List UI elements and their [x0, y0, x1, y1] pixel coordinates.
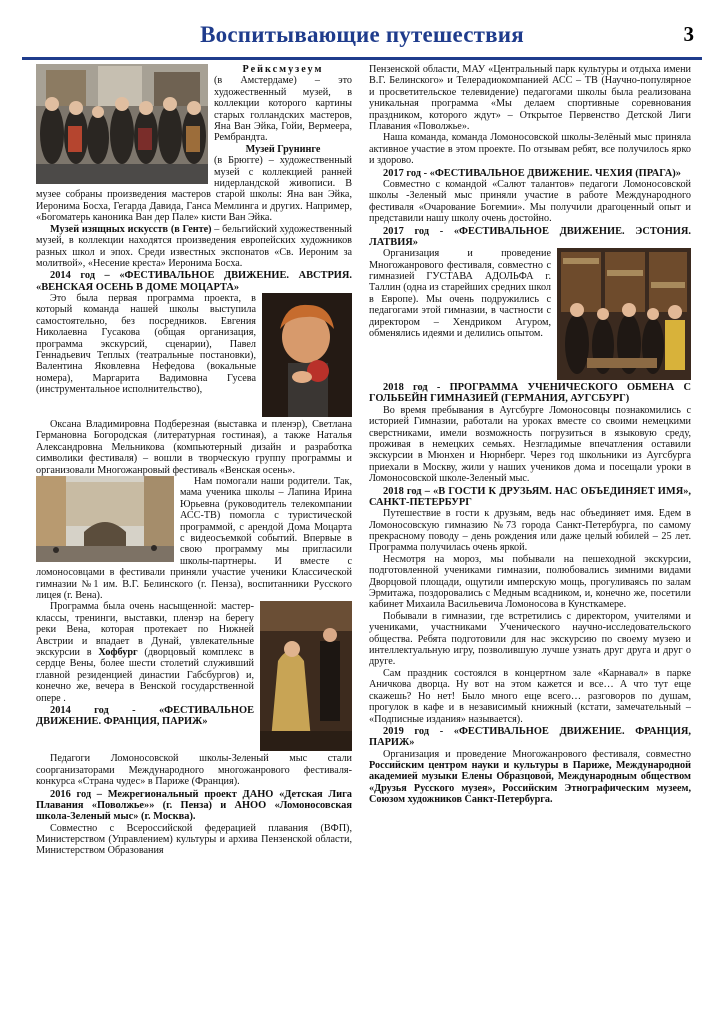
museum-rijks-text: (в Амстердаме) – это художественный музей, в коллекции которого картины старых голландских мастеров, Яна Ван Эйка, Гойи, Вермеера, Рембрандта.	[214, 75, 352, 144]
left-column	[36, 64, 352, 857]
right-column	[369, 64, 691, 806]
paris-2019-partners: Российским центром науки и культуры в Париже, Международной академией музыки Елены Образцовой, Международным обществом «Друзья Русского музея», Российским Этнографическим музеем, Союзом художников Санкт-Петербурга.	[369, 759, 691, 806]
photo-group-museum	[36, 64, 208, 184]
spb-paragraph-1: Путешествие в гости к друзьям, ведь нас объединяет имя. Едем в Ломоносовскую гимназию №73 города Санкт-Петербурга, по самому прекрасному поводу – день рождения или даже целый юбилей – 25 лет. Программа получилась очень яркой.	[369, 508, 691, 554]
photo-library-group	[557, 248, 691, 380]
vienna-paragraph-4a: Программа была очень насыщенной: мастер-классы, тренинги, выставки, пленэр на берегу реки Вена, которая протекает по Нижней Австрии и впадает в Дунай, увлекательные экскурсии в	[36, 601, 254, 659]
hofburg-name: Хофбург	[98, 647, 138, 659]
prague-paragraph: Совместно с командой «Салют талантов» педагоги Ломоносовской школы -Зеленый мыс приняли участие в работе Международного фестиваля «Очарование Богемии». Мы получили драгоценный опыт и представили нашу школу очень достойно.	[369, 178, 691, 225]
paris-2014-paragraph: Педагоги Ломоносовской школы-Зеленый мыс стали соорганизаторами Международного многожанрового фестиваля-конкурса «Страна чудес» в Париже (Франция).	[36, 753, 352, 788]
heading-2019-paris: 2019 год - «ФЕСТИВАЛЬНОЕ ДВИЖЕНИЕ. ФРАНЦИЯ, ПАРИЖ»	[369, 725, 691, 749]
header-rule	[22, 57, 702, 60]
page-number: 3	[683, 22, 694, 46]
vienna-paragraph-4c: (дворцовый комплекс в сердце Вены, более шести столетий служивший главной резиденцией династии Габсбургов) и, конечно же, вечера в Венской государственной опере .	[36, 647, 254, 704]
heading-2017-prague: 2017 год - «ФЕСТИВАЛЬНОЕ ДВИЖЕНИЕ. ЧЕХИЯ (ПРАГА)»	[383, 167, 681, 179]
heading-2014-paris: 2014 год - «ФЕСТИВАЛЬНОЕ ДВИЖЕНИЕ. ФРАНЦИЯ, ПАРИЖ»	[36, 705, 254, 728]
exchange-paragraph: Во время пребывания в Аугсбурге Ломоносовцы познакомились с историей Гимназии, работали на уроках вместе со своими немецкими сверстниками, имели возможность погрузиться в языковую среду, проживая в немецких семьях. Незгладимые впечатления оставили экскурсии в Мюнхен и Нюрнберг. Через год школьники из Аугсбурга приехали в Москву, жили у наших учеников дома и посещали уроки в Ломоносовской школе-Зеленый мыс.	[369, 404, 691, 485]
photo-boy-ornament	[262, 293, 352, 417]
heading-2018-spb: 2018 год – «В ГОСТИ К ДРУЗЬЯМ. НАС ОБЪЕДИНЯЕТ ИМЯ», САНКТ-ПЕТЕРБУРГ	[369, 485, 691, 508]
team-paragraph: Наша команда, команда Ломоносовской школы-Зелёный мыс приняла активное участие в этом проекте. По отзывам ребят, все получилось ярко и здорово.	[369, 132, 691, 167]
vienna-paragraph-2: Оксана Владимировна Подберезная (выставка и пленэр), Светлана Германовна Богородская (литературная гостиная), а также Наталья Александровна Мельникова (компьютерный дизайн и разработка символики фестиваля) – вошли в творческую группу программы и организовали Многожанровый фестиваль «Венская осень».	[36, 418, 352, 476]
heading-2017-estonia: 2017 год - «ФЕСТИВАЛЬНОЕ ДВИЖЕНИЕ. ЭСТОНИЯ. ЛАТВИЯ»	[369, 225, 691, 248]
paris-2019-paragraph-a: Организация и проведение Многожанрового фестиваля, совместно	[383, 748, 691, 760]
vienna-paragraph-3: Нам помогали наши родители. Так, мама ученика школы – Лапина Ирина Юрьевна (руководитель телекомпании АСС-ТВ) помогла с туристической программой, с арендой Дома Моцарта с видеосъемкой событий. Впервые в свою программу мы пригласили школы-партнеры. И вместе с ломоносовцами в фестивали приняли участие ученики Классической гимназии №1 им. В.Г. Белинского (г. Пенза), воспитанники Русского лицея (г. Вена).	[36, 475, 352, 601]
spb-paragraph-2: Несмотря на мороз, мы побывали на пешеходной экскурсии, подготовленной учениками гимназии, полюбовались зимними видами Дворцовой площади, ощутили имперскую мощь, прогуливаясь по залам Эрмитажа, поздоровались с Медным всадником, и, конечно же, посетили кабинет Михаила Васильевича Ломоносова в Кунсткамере.	[369, 553, 691, 611]
paragraph-2016-continued: Пензенской области, МАУ «Центральный парк культуры и отдыха имени В.Г. Белинского» и Телерадиокомпанией АСС – ТВ (Научно-популярное и просветительское телевидение) педагогами школы была реализована уникальная программа «Мы делаем спортивные соревнования праздником, которого ждут» – Открытое Первенство Детской Лиги Плавания «Поволжье».	[369, 64, 691, 133]
photo-city-gate	[36, 476, 174, 562]
museum-groeninge-name: Музей Грунинге	[245, 143, 321, 155]
photo-opera-performance	[260, 601, 352, 751]
museum-groeninge-text: (в Брюгге) – художественный музей с коллекцией ранней нидерландской живописи. В музее собраны произведения мастеров старой школы: Яна ван Эйка, Иеронима Босха, Гегарда Давида, Ганса Мемлинга и других. Например, «Богоматерь каноника Ван дер Пале» кисти Ван Эйка.	[36, 155, 352, 224]
heading-2014-vienna: 2014 год – «ФЕСТИВАЛЬНОЕ ДВИЖЕНИЕ. АВСТРИЯ. «ВЕНСКАЯ ОСЕНЬ В ДОМЕ МОЦАРТА»	[36, 270, 352, 293]
museum-rijks-name: Рейксмузеум	[242, 64, 324, 75]
museum-ghent-text: – бельгийский художественный музей, в коллекции находятся произведения европейских художников разных школ и эпох. Среди известных экспонатов «Св. Иероним за молитвой», «Несение креста» Иеронима Босха.	[36, 223, 352, 269]
page-title: Воспитывающие путешествия	[200, 22, 524, 47]
paragraph-2016: Совместно с Всероссийской федерацией плавания (ВФП), Министерством (Управлением) культуры и архива Пензенской области, Министерством Образования	[36, 822, 352, 857]
vienna-paragraph-1: Это была первая программа проекта, в который команда нашей школы выступила самостоятельно, без посредников. Евгения Николаевна Гусакова (общая организация, программа экскурсий, сценарии), Павел Геннадьевич Теплых (театральные постановки), Валентина Яковлевна Нефедова (вокальные номера), Маргарита Вадимовна Гусева (инструментальное исполнительство),	[36, 292, 256, 396]
spb-paragraph-3: Побывали в гимназии, где встретились с директором, учителями и учениками, участниками Ученического научно-исследовательского общества. Ребята подготовили для нас экскурсию по своему музею и интеллектуальную игру, позволившую лучше узнать друг друга и друг о друге.	[369, 610, 691, 668]
heading-2018-exchange: 2018 год - ПРОГРАММА УЧЕНИЧЕСКОГО ОБМЕНА С ГОЛЬБЕЙН ГИМНАЗИЕЙ (ГЕРМАНИЯ, АУГСБУРГ)	[369, 382, 691, 405]
estonia-paragraph: Организация и проведение Многожанрового фестиваля, совместно с гимназией ГУСТАВА АДОЛЬФА г. Таллин (одна из старейших средних школ в Европе). Мы очень подружились с педагогами этой гимназии, в частности с директором – Хендриком Агуром, обменялись идеями и делились опытом.	[369, 248, 551, 340]
spb-paragraph-4: Сам праздник состоялся в концертном зале «Карнавал» в парке Аничкова дворца. Ну вот на этом кажется и все… А что тут еще скажешь? Но нет! Было много еще всего… разговоров по душам, прогулок в кафе и в независимый книжный (кстати, замечательный – «Подписные издания» называется).	[369, 667, 691, 725]
museum-ghent-name: Музей изящных искусств (в Генте)	[50, 223, 212, 235]
heading-2016: 2016 год – Межрегиональный проект ДАНО «Детская Лига Плавания «Поволжье»» (г. Пенза) и АНОО «Ломоносовская школа-Зеленый мыс» (г. Москва).	[36, 788, 352, 823]
